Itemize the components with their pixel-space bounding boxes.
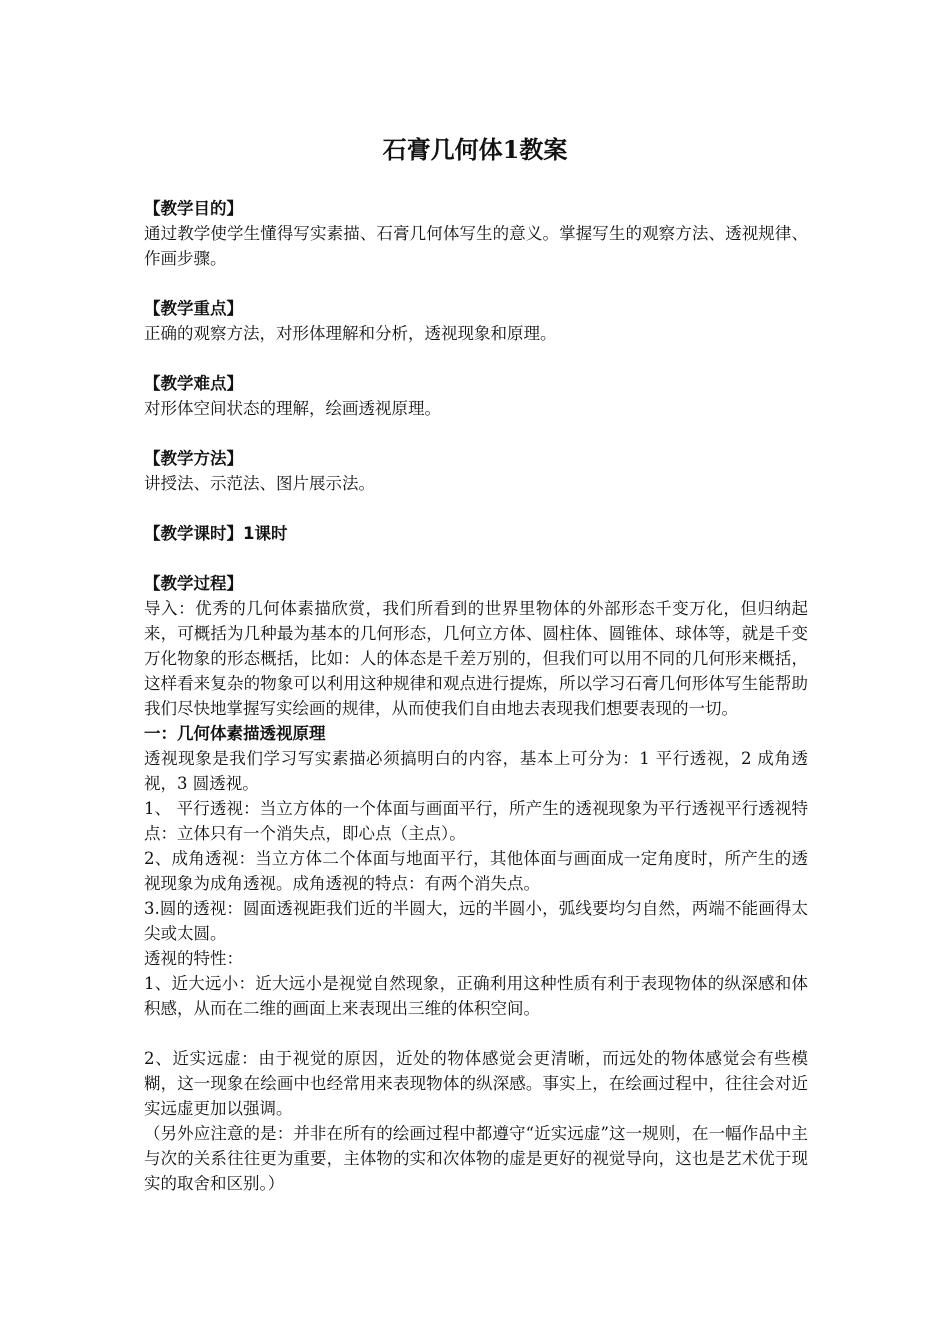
document-title: 石膏几何体1教案 xyxy=(382,135,568,164)
process-paragraph: 1、近大远小：近大远小是视觉自然现象，正确利用这种性质有利于表现物体的纵深感和体积感，从而在二维的画面上来表现出三维的体积空间。 xyxy=(144,974,808,1018)
subsection-heading-perspective: 一：几何体素描透视原理 xyxy=(144,724,326,743)
section-heading-process: 【教学过程】 xyxy=(144,574,243,593)
process-paragraph: 透视现象是我们学习写实素描必须搞明白的内容，基本上可分为：1 平行透视，2 成角透视，3 圆透视。 xyxy=(144,749,808,793)
section-heading-methods: 【教学方法】 xyxy=(144,449,243,468)
section-heading-hours: 【教学课时】1课时 xyxy=(144,524,288,543)
process-paragraph: 3.圆的透视：圆面透视距我们近的半圆大，远的半圆小，弧线要均匀自然，两端不能画得太尖或太圆。 xyxy=(144,899,808,943)
process-paragraph: （另外应注意的是：并非在所有的绘画过程中都遵守“近实远虚”这一规则，在一幅作品中主与次的关系往往更为重要，主体物的实和次体物的虚是更好的视觉导向，这也是艺术优于现实的取舍和区别。） xyxy=(144,1124,808,1193)
process-paragraph: 1、 平行透视：当立方体的一个体面与画面平行，所产生的透视现象为平行透视平行透视特点：立体只有一个消失点，即心点（主点）。 xyxy=(144,799,808,843)
section-text-key-points: 正确的观察方法，对形体理解和分析，透视现象和原理。 xyxy=(144,324,557,343)
section-text-methods: 讲授法、示范法、图片展示法。 xyxy=(144,474,375,493)
process-paragraph: 透视的特性： xyxy=(144,949,243,968)
section-heading-difficulties: 【教学难点】 xyxy=(144,374,243,393)
section-text-purpose: 通过教学使学生懂得写实素描、石膏几何体写生的意义。掌握写生的观察方法、透视规律、作画步骤。 xyxy=(144,224,808,268)
section-text-difficulties: 对形体空间状态的理解，绘画透视原理。 xyxy=(144,399,441,418)
process-paragraph: 2、近实远虚：由于视觉的原因，近处的物体感觉会更清晰，而远处的物体感觉会有些模糊，这一现象在绘画中也经常用来表现物体的纵深感。事实上，在绘画过程中，往往会对近实远虚更加以强调。 xyxy=(144,1049,808,1118)
process-intro: 导入：优秀的几何体素描欣赏，我们所看到的世界里物体的外部形态千变万化，但归纳起来，可概括为几种最为基本的几何形态，几何立方体、圆柱体、圆锥体、球体等，就是千变万化物象的形态概括，比如：人的体态是千差万别的，但我们可以用不同的几何形来概括，这样看来复杂的物象可以利用这种规律和观点进行提炼，所以学习石膏几何形体写生能帮助我们尽快地掌握写实绘画的规律，从而使我们自由地去表现我们想要表现的一切。 xyxy=(144,599,808,718)
process-paragraph: 2、成角透视：当立方体二个体面与地面平行，其他体面与画面成一定角度时，所产生的透视现象为成角透视。成角透视的特点：有两个消失点。 xyxy=(144,849,808,893)
section-heading-key-points: 【教学重点】 xyxy=(144,299,243,318)
document-body xyxy=(144,196,808,1196)
section-heading-purpose: 【教学目的】 xyxy=(144,199,243,218)
